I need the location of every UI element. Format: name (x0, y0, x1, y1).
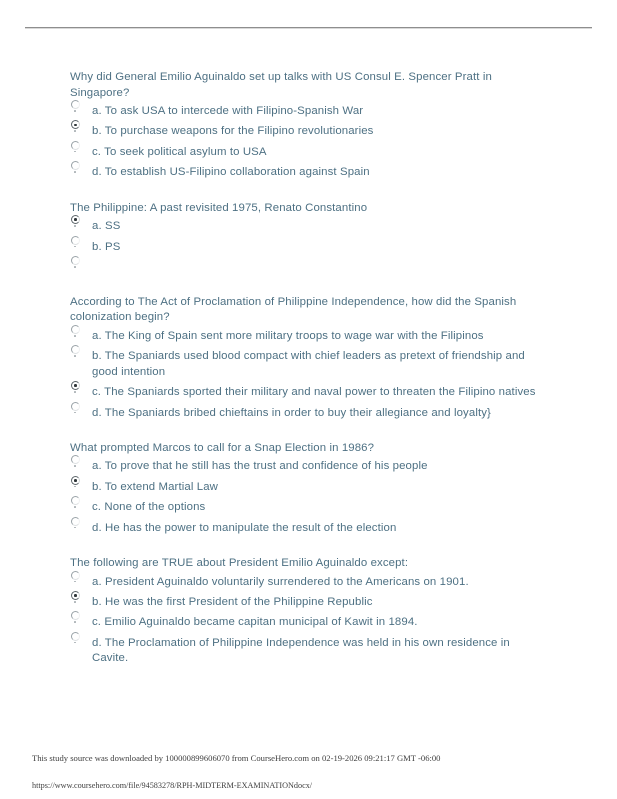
option-row[interactable] (70, 595, 548, 610)
question-text: The Philippine: A past revisited 1975, Renato Constantino (70, 201, 368, 214)
option-row[interactable] (70, 240, 548, 255)
option-row[interactable] (70, 385, 548, 400)
radio-button-icon[interactable] (71, 141, 80, 150)
radio-button-icon[interactable] (71, 571, 80, 580)
radio-button-icon[interactable] (71, 496, 80, 505)
footer-source-text: This study source was downloaded by 100000899606070 from CourseHero.com on 02-19-2026 09:21:17 GMT -06:00 (32, 753, 441, 763)
option-label: a. To prove that he still has the trust and confidence of his people (92, 460, 428, 473)
radio-artifact-dot-icon (74, 465, 76, 467)
option-label: c. To seek political asylum to USA (92, 145, 267, 158)
page-top-divider (25, 27, 592, 29)
option-row[interactable] (70, 145, 548, 160)
option-row[interactable] (70, 406, 548, 421)
option-row[interactable] (70, 329, 548, 344)
radio-artifact-dot-icon (74, 246, 76, 248)
option-row[interactable] (70, 104, 548, 119)
option-label: d. The Spaniards bribed chieftains in order to buy their allegiance and loyalty} (92, 406, 491, 419)
option-label: a. President Aguinaldo voluntarily surrendered to the Americans on 1901. (92, 575, 469, 588)
radio-button-icon[interactable] (71, 100, 80, 109)
radio-artifact-dot-icon (74, 335, 76, 337)
radio-button-selected-icon[interactable] (71, 591, 80, 600)
radio-button-icon[interactable] (71, 161, 80, 170)
option-row[interactable] (70, 636, 548, 667)
option-row[interactable] (70, 615, 548, 630)
radio-button-icon[interactable] (71, 402, 80, 411)
option-list (70, 104, 548, 181)
radio-button-selected-icon[interactable] (71, 381, 80, 390)
option-label: d. To establish US-Filipino collaboration against Spain (92, 166, 370, 179)
questions-container (70, 70, 548, 687)
radio-artifact-dot-icon (74, 486, 76, 488)
footer-source-line (32, 752, 592, 764)
question-text: Why did General Emilio Aguinaldo set up talks with US Consul E. Spencer Pratt in Singapore? (70, 71, 492, 99)
radio-artifact-dot-icon (74, 412, 76, 414)
radio-artifact-dot-icon (74, 601, 76, 603)
radio-button-icon[interactable] (71, 611, 80, 620)
option-label: d. The Proclamation of Philippine Independence was held in his own residence in Cavite. (92, 636, 510, 665)
option-list (70, 219, 548, 275)
option-row[interactable] (70, 480, 548, 495)
radio-button-icon[interactable] (71, 345, 80, 354)
radio-artifact-dot-icon (74, 621, 76, 623)
option-row[interactable] (70, 521, 548, 536)
radio-artifact-dot-icon (74, 225, 76, 227)
radio-artifact-dot-icon (74, 506, 76, 508)
radio-button-icon[interactable] (71, 325, 80, 334)
radio-artifact-dot-icon (74, 642, 76, 644)
option-label: b. To extend Martial Law (92, 480, 218, 493)
option-row[interactable] (70, 500, 548, 515)
option-row[interactable] (70, 124, 548, 139)
option-label: b. To purchase weapons for the Filipino revolutionaries (92, 125, 374, 138)
option-list (70, 459, 548, 536)
question-block (70, 70, 548, 181)
radio-button-icon[interactable] (71, 256, 80, 265)
option-label: a. SS (92, 220, 121, 233)
question-text: The following are TRUE about President Emilio Aguinaldo except: (70, 557, 409, 570)
radio-artifact-dot-icon (74, 581, 76, 583)
option-label: b. He was the first President of the Philippine Republic (92, 596, 373, 608)
radio-artifact-dot-icon (74, 130, 76, 132)
question-block (70, 295, 548, 421)
radio-artifact-dot-icon (74, 171, 76, 173)
radio-artifact-dot-icon (74, 110, 76, 112)
radio-button-selected-icon[interactable] (71, 120, 80, 129)
option-label: a. The King of Spain sent more military troops to wage war with the Filipinos (92, 329, 484, 342)
radio-button-selected-icon[interactable] (71, 476, 80, 485)
radio-artifact-dot-icon (74, 266, 76, 268)
option-label: b. The Spaniards used blood compact with chief leaders as pretext of friendship and good intention (92, 350, 525, 378)
radio-artifact-dot-icon (74, 355, 76, 357)
option-label: a. To ask USA to intercede with Filipino-Spanish War (92, 105, 364, 117)
option-list (70, 575, 548, 667)
footer-url-link[interactable]: https://www.coursehero.com/file/94583278/RPH-MIDTERM-EXAMINATIONdocx/ (32, 781, 313, 790)
option-row[interactable] (70, 459, 548, 474)
option-row[interactable] (70, 219, 548, 234)
radio-button-icon[interactable] (71, 632, 80, 641)
question-block (70, 441, 548, 536)
option-label: b. PS (92, 240, 121, 253)
option-label: c. The Spaniards sported their military and naval power to threaten the Filipino natives (92, 386, 536, 399)
radio-button-icon[interactable] (71, 455, 80, 464)
radio-artifact-dot-icon (74, 391, 76, 393)
option-label: d. He has the power to manipulate the result of the election (92, 521, 397, 534)
option-label: c. Emilio Aguinaldo became capitan municipal of Kawit in 1894. (92, 616, 418, 629)
question-block (70, 201, 548, 275)
option-row[interactable] (70, 260, 548, 275)
radio-artifact-dot-icon (74, 527, 76, 529)
question-block (70, 556, 548, 667)
option-row[interactable] (70, 349, 548, 380)
question-text: What prompted Marcos to call for a Snap Election in 1986? (70, 441, 375, 454)
option-row[interactable] (70, 165, 548, 180)
question-text: According to The Act of Proclamation of Philippine Independence, how did the Spanish colonization begin? (70, 295, 517, 324)
radio-button-icon[interactable] (71, 236, 80, 245)
radio-button-selected-icon[interactable] (71, 215, 80, 224)
option-label: c. None of the options (92, 501, 206, 514)
option-list (70, 329, 548, 421)
radio-artifact-dot-icon (74, 151, 76, 153)
radio-button-icon[interactable] (71, 517, 80, 526)
option-row[interactable] (70, 575, 548, 590)
